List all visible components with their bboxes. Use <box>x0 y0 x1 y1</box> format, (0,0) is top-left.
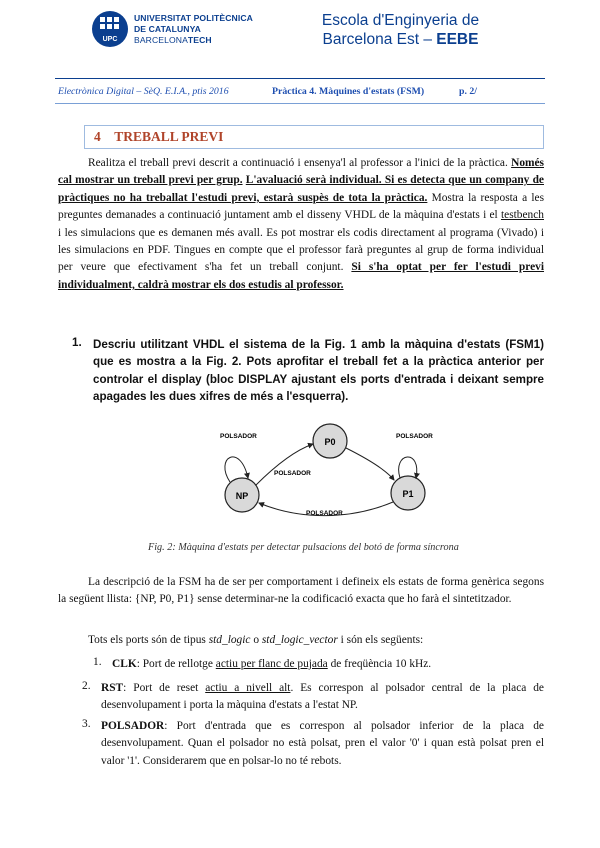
edge-label-np-p0: POLSADOR <box>274 470 311 477</box>
question-text: Descriu utilitzant VHDL el sistema de la Fig. 1 amb la màquina d'estats (FSM1) que es mostra a la Fig. 2. Pots aprofitar el treball fet a la pràctica anterior per controlar el display (bloc DISPLAY ajustant els ports d'entrada i deixant sempre apagades les dues xifres de més a l'esquerra). <box>93 338 544 404</box>
header-rule <box>55 78 545 79</box>
fsm-diagram <box>200 418 440 528</box>
running-header-title: Pràctica 4. Màquines d'estats (FSM) <box>272 86 425 97</box>
logo-letters: UPC <box>102 36 118 43</box>
port-number: 3. <box>82 718 91 730</box>
school-name: Escola d'Enginyeria de Barcelona Est – EEBE <box>321 12 480 48</box>
port-number: 2. <box>82 680 91 692</box>
section-heading: 4 TREBALL PREVI <box>94 129 224 144</box>
edge-p1-self <box>399 457 417 478</box>
port-number: 1. <box>93 656 102 668</box>
state-label-np: NP <box>235 491 249 501</box>
fsm-description: La descripció de la FSM ha de ser per comportament i defineix els estats de forma genèrica segons la següent llista: {NP, P0, P1} sense determinar-ne la codificació exacta que ho farà el sintetitzador. <box>58 576 544 606</box>
state-label-p1: P1 <box>402 489 414 499</box>
edge-label-p1-np: POLSADOR <box>306 510 343 517</box>
edge-label-p1-self: POLSADOR <box>396 433 433 440</box>
edge-np-p0 <box>256 444 313 485</box>
question-number: 1. <box>72 336 82 349</box>
edge-p0-p1 <box>346 448 394 480</box>
upc-logo-mark <box>92 11 128 47</box>
edge-label-np-self: POLSADOR <box>220 433 257 440</box>
port-item-clk: CLK: Port de rellotge actiu per flanc de pujada de freqüència 10 kHz. <box>112 658 432 670</box>
port-item-polsador: POLSADOR: Port d'entrada que es correspon al polsador inferior de la placa de desenvolupament. Quan el polsador no està polsat, pren el valor '0' i quan està polsat pren el valor '1'. Considerarem que en polsar-lo no té rebots. <box>101 720 544 767</box>
running-header-course: Electrònica Digital – SèQ. E.I.A., ptis 2016 <box>58 86 229 97</box>
state-label-p0: P0 <box>324 437 336 447</box>
intro-paragraph: Realitza el treball previ descrit a continuació i ensenya'l al professor a l'inici de la pràctica. Només cal mostrar un treball previ per grup. L'avaluació serà individual. Si es detecta que un company de pràctiques no ha treballat l'estudi previ, estarà suspès de tota la pràctica. Mostra la resposta a les preguntes demanades a continuació juntament amb el disseny VHDL de la màquina d'estats i el testbench i les simulacions que es demanen més avall. Es pot mostrar els codis directament al programa (Vivado) i les simulacions en PDF. Tingues en compte que el professor farà preguntes al grup de forma individual per veure que efectivament s'ha fet un treball conjunt. Si s'ha optat per fer l'estudi previ individualment, caldrà mostrar els dos estudis al professor. <box>58 157 545 291</box>
figure-caption: Fig. 2: Màquina d'estats per detectar pulsacions del botó de forma síncrona <box>148 542 459 553</box>
university-name: UNIVERSITAT POLITÈCNICA DE CATALUNYA BARCELONATECH <box>134 13 253 45</box>
running-header-page: p. 2/ <box>459 86 477 97</box>
port-item-rst: RST: Port de reset actiu a nivell alt. Es correspon al polsador central de la placa de desenvolupament i porta la màquina d'estats a l'estat NP. <box>101 682 544 712</box>
ports-intro: Tots els ports són de tipus std_logic o std_logic_vector i són els següents: <box>88 634 424 646</box>
header-rule-2 <box>55 103 545 104</box>
